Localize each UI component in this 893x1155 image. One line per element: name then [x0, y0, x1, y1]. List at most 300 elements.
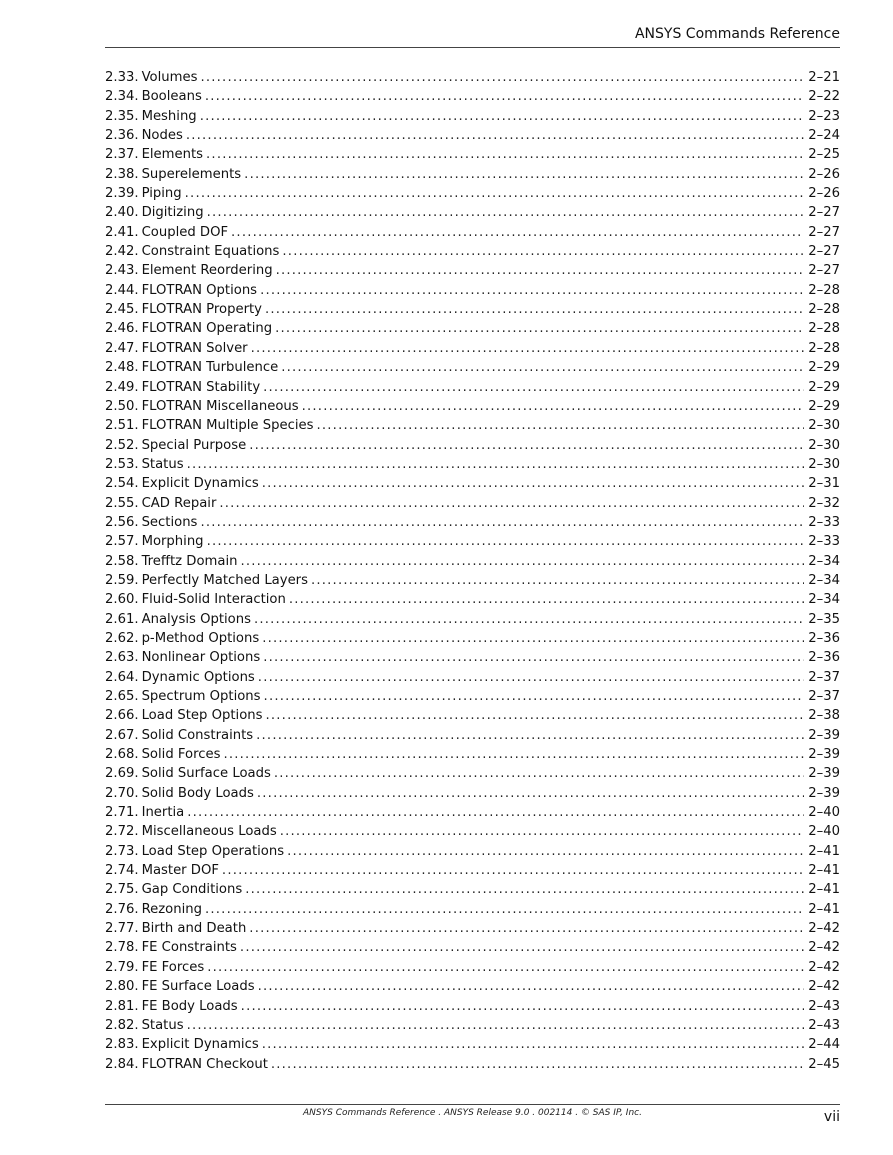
section-page-number: 2–37: [808, 689, 840, 704]
toc-entry-label: [105, 610, 251, 629]
toc-entry[interactable]: [105, 610, 840, 629]
dot-leader: [241, 997, 805, 1016]
section-title: Superelements: [141, 166, 242, 182]
toc-entry-label: [105, 223, 228, 242]
section-page-number: 2–33: [808, 514, 840, 530]
toc-entry[interactable]: [105, 590, 840, 609]
section-title: Explicit Dynamics: [141, 476, 259, 492]
toc-entry[interactable]: [105, 706, 840, 725]
section-number: 2.62.: [105, 630, 139, 646]
section-number: 2.49.: [105, 379, 139, 395]
section-page-number: 2–23: [808, 108, 840, 124]
toc-entry[interactable]: [105, 107, 840, 126]
dot-leader: [185, 184, 805, 203]
toc-entry-label: [105, 319, 272, 338]
toc-entry-label: [105, 861, 219, 880]
toc-entry[interactable]: [105, 1035, 840, 1054]
toc-entry[interactable]: [105, 629, 840, 648]
toc-entry[interactable]: [105, 261, 840, 280]
section-page-number: 2–28: [808, 321, 840, 337]
toc-entry[interactable]: [105, 977, 840, 996]
section-number: 2.74.: [105, 863, 139, 879]
section-title: FLOTRAN Miscellaneous: [141, 398, 299, 414]
toc-entry-label: [105, 764, 271, 783]
section-page-number: 2–41: [808, 901, 840, 917]
section-number: 2.48.: [105, 360, 139, 376]
toc-entry-label: [105, 107, 197, 126]
toc-entry[interactable]: [105, 358, 840, 377]
toc-entry-label: [105, 706, 263, 725]
section-title: Element Reordering: [141, 263, 273, 279]
toc-entry[interactable]: [105, 281, 840, 300]
dot-leader: [200, 107, 805, 126]
section-page-number: 2–28: [808, 340, 840, 356]
toc-entry-label: [105, 339, 248, 358]
section-page-number: 2–39: [808, 785, 840, 801]
section-page-number: 2–35: [808, 611, 840, 627]
section-number: 2.70.: [105, 785, 139, 801]
toc-entry-label: [105, 977, 255, 996]
section-number: 2.44.: [105, 282, 139, 298]
section-number: 2.80.: [105, 979, 139, 995]
section-title: Explicit Dynamics: [141, 1037, 259, 1053]
section-number: 2.55.: [105, 495, 139, 511]
section-number: 2.65.: [105, 689, 139, 704]
dot-leader: [266, 706, 805, 725]
section-title: Elements: [141, 147, 204, 163]
section-number: 2.36.: [105, 128, 139, 144]
toc-entry-label: [105, 745, 220, 764]
section-page-number: 2–43: [808, 1017, 840, 1033]
section-number: 2.59.: [105, 572, 139, 588]
toc-entry[interactable]: [105, 861, 840, 880]
toc-entry[interactable]: [105, 764, 840, 783]
toc-entry-label: [105, 165, 241, 184]
section-page-number: 2–41: [808, 882, 840, 898]
toc-entry-label: [105, 938, 237, 957]
section-number: 2.63.: [105, 650, 139, 666]
dot-leader: [249, 919, 804, 938]
section-page-number: 2–34: [808, 572, 840, 588]
table-of-contents: [105, 68, 840, 1074]
toc-entry[interactable]: [105, 552, 840, 571]
toc-entry[interactable]: [105, 494, 840, 513]
section-page-number: 2–30: [808, 456, 840, 472]
toc-entry-label: [105, 87, 202, 106]
footer-text: ANSYS Commands Reference . ANSYS Release 9.0 . 002114 . © SAS IP, Inc.: [303, 1108, 642, 1118]
section-number: 2.79.: [105, 959, 139, 975]
section-page-number: 2–22: [808, 89, 840, 105]
section-page-number: 2–25: [808, 147, 840, 163]
toc-entry-label: [105, 68, 197, 87]
toc-entry[interactable]: [105, 319, 840, 338]
section-number: 2.84.: [105, 1056, 139, 1072]
section-page-number: 2–38: [808, 708, 840, 724]
dot-leader: [240, 938, 804, 957]
section-number: 2.83.: [105, 1037, 139, 1053]
dot-leader: [311, 571, 804, 590]
dot-leader: [258, 668, 804, 687]
section-page-number: 2–41: [808, 843, 840, 859]
section-title: Miscellaneous Loads: [141, 824, 277, 840]
section-number: 2.57.: [105, 534, 139, 550]
section-page-number: 2–29: [808, 360, 840, 376]
section-page-number: 2–26: [808, 186, 840, 202]
toc-entry-label: [105, 532, 204, 551]
section-number: 2.75.: [105, 882, 139, 898]
dot-leader: [282, 242, 804, 261]
dot-leader: [275, 319, 804, 338]
dot-leader: [251, 339, 805, 358]
toc-entry[interactable]: [105, 339, 840, 358]
toc-entry-label: [105, 784, 254, 803]
toc-entry-label: [105, 126, 183, 145]
section-title: Nonlinear Options: [141, 650, 261, 666]
toc-entry-label: [105, 726, 253, 745]
dot-leader: [222, 861, 804, 880]
section-title: Master DOF: [141, 863, 219, 879]
toc-entry[interactable]: [105, 958, 840, 977]
section-page-number: 2–28: [808, 282, 840, 298]
section-title: Solid Body Loads: [141, 785, 254, 801]
section-title: FLOTRAN Operating: [141, 321, 273, 337]
section-page-number: 2–39: [808, 766, 840, 782]
section-title: FLOTRAN Options: [141, 282, 258, 298]
toc-entry[interactable]: [105, 726, 840, 745]
section-page-number: 2–30: [808, 418, 840, 434]
dot-leader: [207, 532, 805, 551]
section-page-number: 2–44: [808, 1037, 840, 1053]
toc-entry-label: [105, 1016, 184, 1035]
toc-entry[interactable]: [105, 784, 840, 803]
dot-leader: [256, 726, 804, 745]
section-page-number: 2–41: [808, 863, 840, 879]
section-title: Fluid-Solid Interaction: [141, 592, 286, 608]
toc-entry[interactable]: [105, 900, 840, 919]
toc-entry[interactable]: [105, 165, 840, 184]
section-number: 2.73.: [105, 843, 139, 859]
toc-entry-label: [105, 261, 273, 280]
dot-leader: [187, 455, 805, 474]
section-page-number: 2–43: [808, 998, 840, 1014]
section-number: 2.52.: [105, 437, 139, 453]
page-header: [105, 26, 840, 48]
section-title: FLOTRAN Multiple Species: [141, 418, 314, 434]
dot-leader: [289, 590, 804, 609]
section-title: Perfectly Matched Layers: [141, 572, 308, 588]
section-number: 2.71.: [105, 805, 139, 821]
section-title: Digitizing: [141, 205, 204, 221]
dot-leader: [205, 87, 804, 106]
section-title: Rezoning: [141, 901, 202, 917]
toc-entry[interactable]: [105, 1055, 840, 1074]
section-number: 2.39.: [105, 186, 139, 202]
section-title: CAD Repair: [141, 495, 217, 511]
dot-leader: [200, 513, 804, 532]
toc-entry-label: [105, 958, 204, 977]
toc-entry-label: [105, 590, 286, 609]
section-number: 2.47.: [105, 340, 139, 356]
toc-entry-label: [105, 648, 260, 667]
toc-entry[interactable]: [105, 242, 840, 261]
section-number: 2.54.: [105, 476, 139, 492]
section-number: 2.81.: [105, 998, 139, 1014]
dot-leader: [262, 1035, 805, 1054]
dot-leader: [302, 397, 805, 416]
toc-entry[interactable]: [105, 648, 840, 667]
section-number: 2.50.: [105, 398, 139, 414]
section-title: Booleans: [141, 89, 202, 105]
section-number: 2.37.: [105, 147, 139, 163]
toc-entry-label: [105, 900, 202, 919]
section-number: 2.40.: [105, 205, 139, 221]
dot-leader: [219, 494, 804, 513]
section-page-number: 2–45: [808, 1056, 840, 1072]
section-number: 2.53.: [105, 456, 139, 472]
section-title: Morphing: [141, 534, 204, 550]
section-title: FE Body Loads: [141, 998, 238, 1014]
section-page-number: 2–42: [808, 921, 840, 937]
toc-entry[interactable]: [105, 842, 840, 861]
section-page-number: 2–33: [808, 534, 840, 550]
section-page-number: 2–24: [808, 128, 840, 144]
dot-leader: [281, 358, 804, 377]
toc-entry[interactable]: [105, 668, 840, 687]
toc-entry[interactable]: [105, 532, 840, 551]
dot-leader: [265, 300, 804, 319]
section-number: 2.82.: [105, 1017, 139, 1033]
toc-entry[interactable]: [105, 997, 840, 1016]
toc-entry[interactable]: [105, 822, 840, 841]
dot-leader: [245, 880, 804, 899]
section-title: Piping: [141, 186, 182, 202]
section-title: Meshing: [141, 108, 197, 124]
dot-leader: [260, 281, 804, 300]
toc-entry-label: [105, 300, 262, 319]
toc-entry[interactable]: [105, 880, 840, 899]
dot-leader: [186, 126, 804, 145]
dot-leader: [264, 687, 805, 706]
section-page-number: 2–27: [808, 244, 840, 260]
section-number: 2.33.: [105, 70, 139, 85]
toc-entry[interactable]: [105, 1016, 840, 1035]
section-title: Status: [141, 1017, 184, 1033]
toc-entry-label: [105, 668, 255, 687]
toc-entry[interactable]: [105, 938, 840, 957]
toc-entry[interactable]: [105, 474, 840, 493]
section-page-number: 2–42: [808, 940, 840, 956]
toc-entry[interactable]: [105, 145, 840, 164]
section-number: 2.42.: [105, 244, 139, 260]
toc-entry[interactable]: [105, 203, 840, 222]
dot-leader: [276, 261, 805, 280]
section-page-number: 2–32: [808, 495, 840, 511]
dot-leader: [187, 1016, 805, 1035]
section-page-number: 2–36: [808, 630, 840, 646]
section-title: Dynamic Options: [141, 669, 255, 685]
section-number: 2.78.: [105, 940, 139, 956]
section-title: p-Method Options: [141, 630, 260, 646]
toc-entry-label: [105, 474, 259, 493]
toc-entry[interactable]: [105, 126, 840, 145]
section-number: 2.69.: [105, 766, 139, 782]
section-page-number: 2–30: [808, 437, 840, 453]
toc-entry-label: [105, 203, 204, 222]
toc-entry-label: [105, 629, 259, 648]
section-page-number: 2–37: [808, 669, 840, 685]
toc-entry-label: [105, 184, 182, 203]
toc-entry[interactable]: [105, 513, 840, 532]
dot-leader: [240, 552, 804, 571]
section-title: FLOTRAN Turbulence: [141, 360, 279, 376]
section-number: 2.45.: [105, 302, 139, 318]
section-number: 2.38.: [105, 166, 139, 182]
section-number: 2.43.: [105, 263, 139, 279]
section-title: FLOTRAN Stability: [141, 379, 261, 395]
section-page-number: 2–40: [808, 805, 840, 821]
section-title: Solid Forces: [141, 747, 221, 763]
section-title: Gap Conditions: [141, 882, 243, 898]
section-title: Solid Surface Loads: [141, 766, 271, 782]
toc-entry-label: [105, 803, 184, 822]
section-page-number: 2–27: [808, 224, 840, 240]
dot-leader: [258, 977, 805, 996]
toc-entry-label: [105, 880, 242, 899]
dot-leader: [249, 436, 804, 455]
toc-entry-label: [105, 416, 314, 435]
toc-entry[interactable]: [105, 745, 840, 764]
dot-leader: [254, 610, 804, 629]
dot-leader: [206, 145, 804, 164]
dot-leader: [317, 416, 805, 435]
section-page-number: 2–42: [808, 959, 840, 975]
toc-entry-label: [105, 281, 257, 300]
dot-leader: [262, 474, 805, 493]
section-title: FLOTRAN Property: [141, 302, 262, 318]
section-page-number: 2–34: [808, 553, 840, 569]
section-number: 2.61.: [105, 611, 139, 627]
toc-entry-label: [105, 455, 184, 474]
dot-leader: [274, 764, 804, 783]
section-title: FLOTRAN Checkout: [141, 1056, 268, 1072]
toc-entry[interactable]: [105, 397, 840, 416]
section-title: Solid Constraints: [141, 727, 254, 743]
dot-leader: [263, 648, 804, 667]
toc-entry-label: [105, 397, 299, 416]
section-title: Trefftz Domain: [141, 553, 238, 569]
toc-entry-label: [105, 919, 246, 938]
toc-entry[interactable]: [105, 416, 840, 435]
section-title: Coupled DOF: [141, 224, 229, 240]
section-number: 2.41.: [105, 224, 139, 240]
toc-entry-label: [105, 494, 216, 513]
section-number: 2.58.: [105, 553, 139, 569]
section-title: Load Step Operations: [141, 843, 285, 859]
toc-entry[interactable]: [105, 378, 840, 397]
toc-entry-label: [105, 822, 277, 841]
section-number: 2.67.: [105, 727, 139, 743]
toc-entry-label: [105, 571, 308, 590]
section-number: 2.60.: [105, 592, 139, 608]
dot-leader: [207, 958, 804, 977]
section-page-number: 2–28: [808, 302, 840, 318]
section-title: Birth and Death: [141, 921, 247, 937]
dot-leader: [223, 745, 804, 764]
toc-entry[interactable]: [105, 184, 840, 203]
toc-entry[interactable]: [105, 68, 840, 87]
page-footer: [105, 1104, 840, 1127]
toc-entry[interactable]: [105, 571, 840, 590]
toc-entry-label: [105, 997, 238, 1016]
section-title: FE Surface Loads: [141, 979, 255, 995]
section-title: Special Purpose: [141, 437, 247, 453]
toc-entry[interactable]: [105, 919, 840, 938]
section-title: Status: [141, 456, 184, 472]
section-page-number: 2–29: [808, 379, 840, 395]
toc-entry[interactable]: [105, 300, 840, 319]
section-title: FE Constraints: [141, 940, 237, 956]
section-page-number: 2–34: [808, 592, 840, 608]
toc-entry[interactable]: [105, 803, 840, 822]
section-number: 2.77.: [105, 921, 139, 937]
section-page-number: 2–21: [808, 70, 840, 85]
section-number: 2.76.: [105, 901, 139, 917]
section-title: Constraint Equations: [141, 244, 280, 260]
dot-leader: [205, 900, 804, 919]
section-number: 2.35.: [105, 108, 139, 124]
toc-entry-label: [105, 358, 278, 377]
toc-entry-label: [105, 378, 260, 397]
toc-entry-label: [105, 842, 284, 861]
section-number: 2.51.: [105, 418, 139, 434]
toc-entry[interactable]: [105, 455, 840, 474]
toc-entry-label: [105, 145, 203, 164]
section-title: Inertia: [141, 805, 185, 821]
section-title: Spectrum Options: [141, 689, 261, 704]
dot-leader: [187, 803, 804, 822]
section-title: Nodes: [141, 128, 183, 144]
section-page-number: 2–36: [808, 650, 840, 666]
section-title: FE Forces: [141, 959, 205, 975]
toc-entry[interactable]: [105, 223, 840, 242]
section-number: 2.56.: [105, 514, 139, 530]
section-title: Load Step Options: [141, 708, 263, 724]
header-title: ANSYS Commands Reference: [634, 26, 840, 42]
section-page-number: 2–26: [808, 166, 840, 182]
dot-leader: [262, 629, 804, 648]
toc-entry[interactable]: [105, 687, 840, 706]
section-number: 2.66.: [105, 708, 139, 724]
section-number: 2.46.: [105, 321, 139, 337]
dot-leader: [263, 378, 804, 397]
section-page-number: 2–27: [808, 263, 840, 279]
page-number: vii: [823, 1109, 840, 1125]
section-page-number: 2–27: [808, 205, 840, 221]
toc-entry-label: [105, 687, 261, 706]
section-page-number: 2–39: [808, 727, 840, 743]
toc-entry[interactable]: [105, 87, 840, 106]
dot-leader: [287, 842, 804, 861]
dot-leader: [280, 822, 805, 841]
section-title: Sections: [141, 514, 198, 530]
section-title: FLOTRAN Solver: [141, 340, 248, 356]
section-title: Analysis Options: [141, 611, 251, 627]
section-number: 2.34.: [105, 89, 139, 105]
toc-entry[interactable]: [105, 436, 840, 455]
section-page-number: 2–29: [808, 398, 840, 414]
section-page-number: 2–31: [808, 476, 840, 492]
dot-leader: [271, 1055, 804, 1074]
